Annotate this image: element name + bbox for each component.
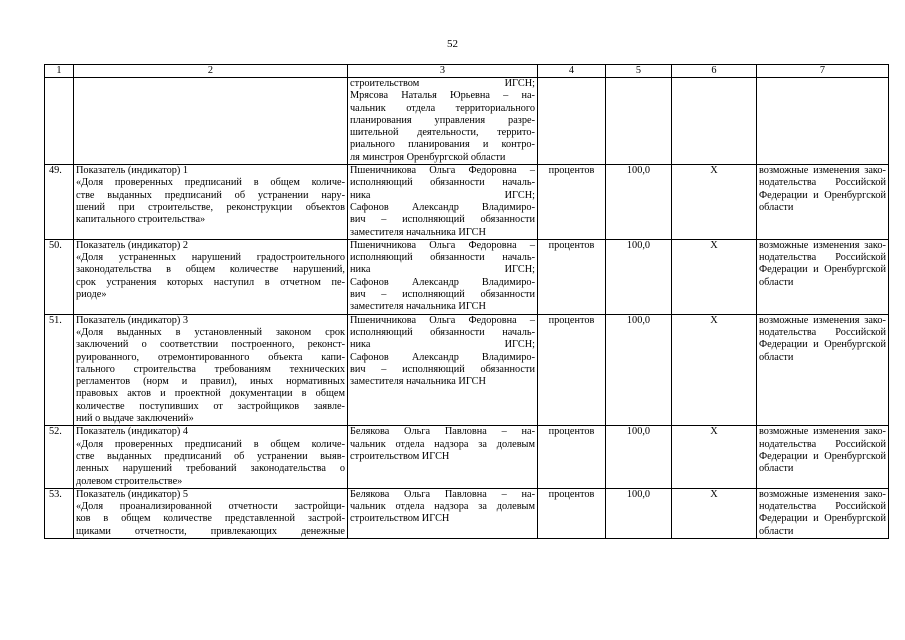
text-line: области <box>759 525 794 537</box>
value-cell: 100,0 <box>606 165 672 240</box>
text-line: законодательства в общем количестве нарушений, <box>76 264 345 276</box>
text-line: строительством ИГСН <box>350 450 450 462</box>
responsible-cell <box>348 165 538 240</box>
text-line: вич – исполняющий обязанности <box>350 289 535 301</box>
value-cell: 100,0 <box>606 426 672 488</box>
header-cell: 5 <box>606 65 672 78</box>
header-cell: 6 <box>672 65 757 78</box>
unit-cell: процентов <box>538 426 606 488</box>
text-line: Показатель (индикатор) 2 <box>76 239 189 251</box>
text-line: регламентов (норм и правил), иных нормативных <box>76 376 345 388</box>
empty-cell <box>45 78 74 165</box>
table-row <box>45 165 889 240</box>
indicator-cell <box>74 426 348 488</box>
unit-cell: процентов <box>538 488 606 538</box>
text-line: возможные изменения зако- <box>759 239 886 251</box>
text-line: капитального строительства» <box>76 214 206 226</box>
value-cell: 100,0 <box>606 314 672 426</box>
text-line: «Доля проверенных предписаний в общем количе- <box>76 438 345 450</box>
table-row <box>45 239 889 314</box>
text-line: заместителя начальника ИГСН <box>350 376 486 388</box>
text-line: исполняющий обязанности началь- <box>350 326 535 338</box>
text-line: нодательства Российской <box>759 326 886 338</box>
text-line: вич – исполняющий обязанности <box>350 363 535 375</box>
responsible-cell <box>348 239 538 314</box>
responsible-cell <box>348 78 538 165</box>
text-line: шительной деятельности, террито- <box>350 127 535 139</box>
unit-cell: процентов <box>538 165 606 240</box>
mark-cell: X <box>672 165 757 240</box>
text-line: Белякова Ольга Павловна – на- <box>350 426 535 438</box>
text-line: Сафонов Александр Владимиро- <box>350 276 535 288</box>
text-line: исполняющий обязанности началь- <box>350 252 535 264</box>
unit-cell: процентов <box>538 314 606 426</box>
text-line: планирования управления разре- <box>350 114 535 126</box>
text-line: риального планирования и контро- <box>350 139 535 151</box>
text-line: заместителя начальника ИГСН <box>350 226 486 238</box>
row-number-cell: 51. <box>45 314 74 426</box>
table-row <box>45 488 889 538</box>
text-line: ков в общем количестве представленной застрой- <box>76 513 345 525</box>
text-line: строительством ИГСН <box>350 513 450 525</box>
value-cell: 100,0 <box>606 488 672 538</box>
empty-cell <box>538 78 606 165</box>
text-line: ний о выдаче заключений» <box>76 413 194 425</box>
text-line: ля минстроя Оренбургской области <box>350 151 506 163</box>
header-cell: 1 <box>45 65 74 78</box>
continuation-row <box>45 78 889 165</box>
empty-cell <box>74 78 348 165</box>
text-line: чальник отдела надзора за долевым <box>350 501 535 513</box>
text-line: щиками отчетности, привлекающих денежные <box>76 525 345 537</box>
header-cell: 4 <box>538 65 606 78</box>
row-number-cell: 49. <box>45 165 74 240</box>
text-line: Показатель (индикатор) 3 <box>76 314 189 326</box>
text-line: Сафонов Александр Владимиро- <box>350 201 535 213</box>
text-line: ника ИГСН; <box>350 339 535 351</box>
table-row <box>45 426 889 488</box>
indicator-cell <box>74 488 348 538</box>
text-line: Показатель (индикатор) 1 <box>76 165 189 177</box>
responsible-cell <box>348 426 538 488</box>
text-line: области <box>759 351 794 363</box>
text-line: «Доля устраненных нарушений градостроительного <box>76 252 345 264</box>
text-line: «Доля выданных в установленный законом срок <box>76 326 345 338</box>
text-line: Сафонов Александр Владимиро- <box>350 351 535 363</box>
page-number: 52 <box>447 38 458 50</box>
text-line: «Доля проверенных предписаний в общем количе- <box>76 177 345 189</box>
indicator-cell <box>74 239 348 314</box>
header-cell: 2 <box>74 65 348 78</box>
text-line: области <box>759 201 794 213</box>
responsible-cell <box>348 314 538 426</box>
text-line: чальник отдела территориального <box>350 102 535 114</box>
empty-cell <box>757 78 889 165</box>
text-line: Пшеничникова Ольга Федоровна – <box>350 314 535 326</box>
row-number-cell: 50. <box>45 239 74 314</box>
header-cell: 3 <box>348 65 538 78</box>
text-line: правовых актов и проектной документации в общем <box>76 388 345 400</box>
text-line: нодательства Российской <box>759 252 886 264</box>
note-cell <box>757 314 889 426</box>
header-row <box>45 65 889 78</box>
mark-cell: X <box>672 488 757 538</box>
empty-cell <box>672 78 757 165</box>
text-line: «Доля проанализированной отчетности застройщи- <box>76 501 345 513</box>
text-line: возможные изменения зако- <box>759 488 886 500</box>
value-cell: 100,0 <box>606 239 672 314</box>
indicators-table <box>44 64 889 539</box>
note-cell <box>757 426 889 488</box>
mark-cell: X <box>672 426 757 488</box>
text-line: Федерации и Оренбургской <box>759 189 886 201</box>
text-line: нодательства Российской <box>759 438 886 450</box>
text-line: Федерации и Оренбургской <box>759 264 886 276</box>
text-line: тального строительства требованиям технических <box>76 363 345 375</box>
text-line: Федерации и Оренбургской <box>759 450 886 462</box>
text-line: Федерации и Оренбургской <box>759 513 886 525</box>
text-line: исполняющий обязанности началь- <box>350 177 535 189</box>
text-line: возможные изменения зако- <box>759 165 886 177</box>
text-line: нодательства Российской <box>759 501 886 513</box>
text-line: заместителя начальника ИГСН <box>350 301 486 313</box>
row-number-cell: 53. <box>45 488 74 538</box>
text-line: нодательства Российской <box>759 177 886 189</box>
text-line: возможные изменения зако- <box>759 426 886 438</box>
text-line: Федерации и Оренбургской <box>759 339 886 351</box>
empty-cell <box>606 78 672 165</box>
text-line: ника ИГСН; <box>350 264 535 276</box>
responsible-cell <box>348 488 538 538</box>
indicator-cell <box>74 165 348 240</box>
text-line: чальник отдела надзора за долевым <box>350 438 535 450</box>
note-cell <box>757 239 889 314</box>
mark-cell: X <box>672 314 757 426</box>
text-line: вич – исполняющий обязанности <box>350 214 535 226</box>
text-line: Пшеничникова Ольга Федоровна – <box>350 239 535 251</box>
text-line: Показатель (индикатор) 4 <box>76 426 189 438</box>
text-line: срок устранения которых наступил в отчетном пе- <box>76 276 345 288</box>
row-number-cell: 52. <box>45 426 74 488</box>
text-line: строительством ИГСН; <box>350 78 535 89</box>
text-line: Показатель (индикатор) 5 <box>76 488 189 500</box>
text-line: области <box>759 463 794 475</box>
text-line: долевом строительстве» <box>76 475 183 487</box>
table-row <box>45 314 889 426</box>
header-cell: 7 <box>757 65 889 78</box>
indicator-cell <box>74 314 348 426</box>
text-line: заключений о соответствии построенного, реконст- <box>76 339 345 351</box>
text-line: количестве поступивших от застройщиков заявле- <box>76 400 345 412</box>
text-line: ника ИГСН; <box>350 189 535 201</box>
mark-cell: X <box>672 239 757 314</box>
text-line: области <box>759 276 794 288</box>
text-line: шений при строительстве, реконструкции объектов <box>76 201 345 213</box>
unit-cell: процентов <box>538 239 606 314</box>
text-line: Пшеничникова Ольга Федоровна – <box>350 165 535 177</box>
text-line: возможные изменения зако- <box>759 314 886 326</box>
note-cell <box>757 488 889 538</box>
text-line: риоде» <box>76 289 107 301</box>
text-line: Мрясова Наталья Юрьевна – на- <box>350 90 535 102</box>
text-line: стве выданных предписаний об устранении выяв- <box>76 450 345 462</box>
text-line: руированного, отремонтированного объекта капи- <box>76 351 345 363</box>
text-line: стве выданных предписаний об устранении нару- <box>76 189 345 201</box>
note-cell <box>757 165 889 240</box>
text-line: ленных нарушений требований законодательства о <box>76 463 345 475</box>
text-line: Белякова Ольга Павловна – на- <box>350 488 535 500</box>
